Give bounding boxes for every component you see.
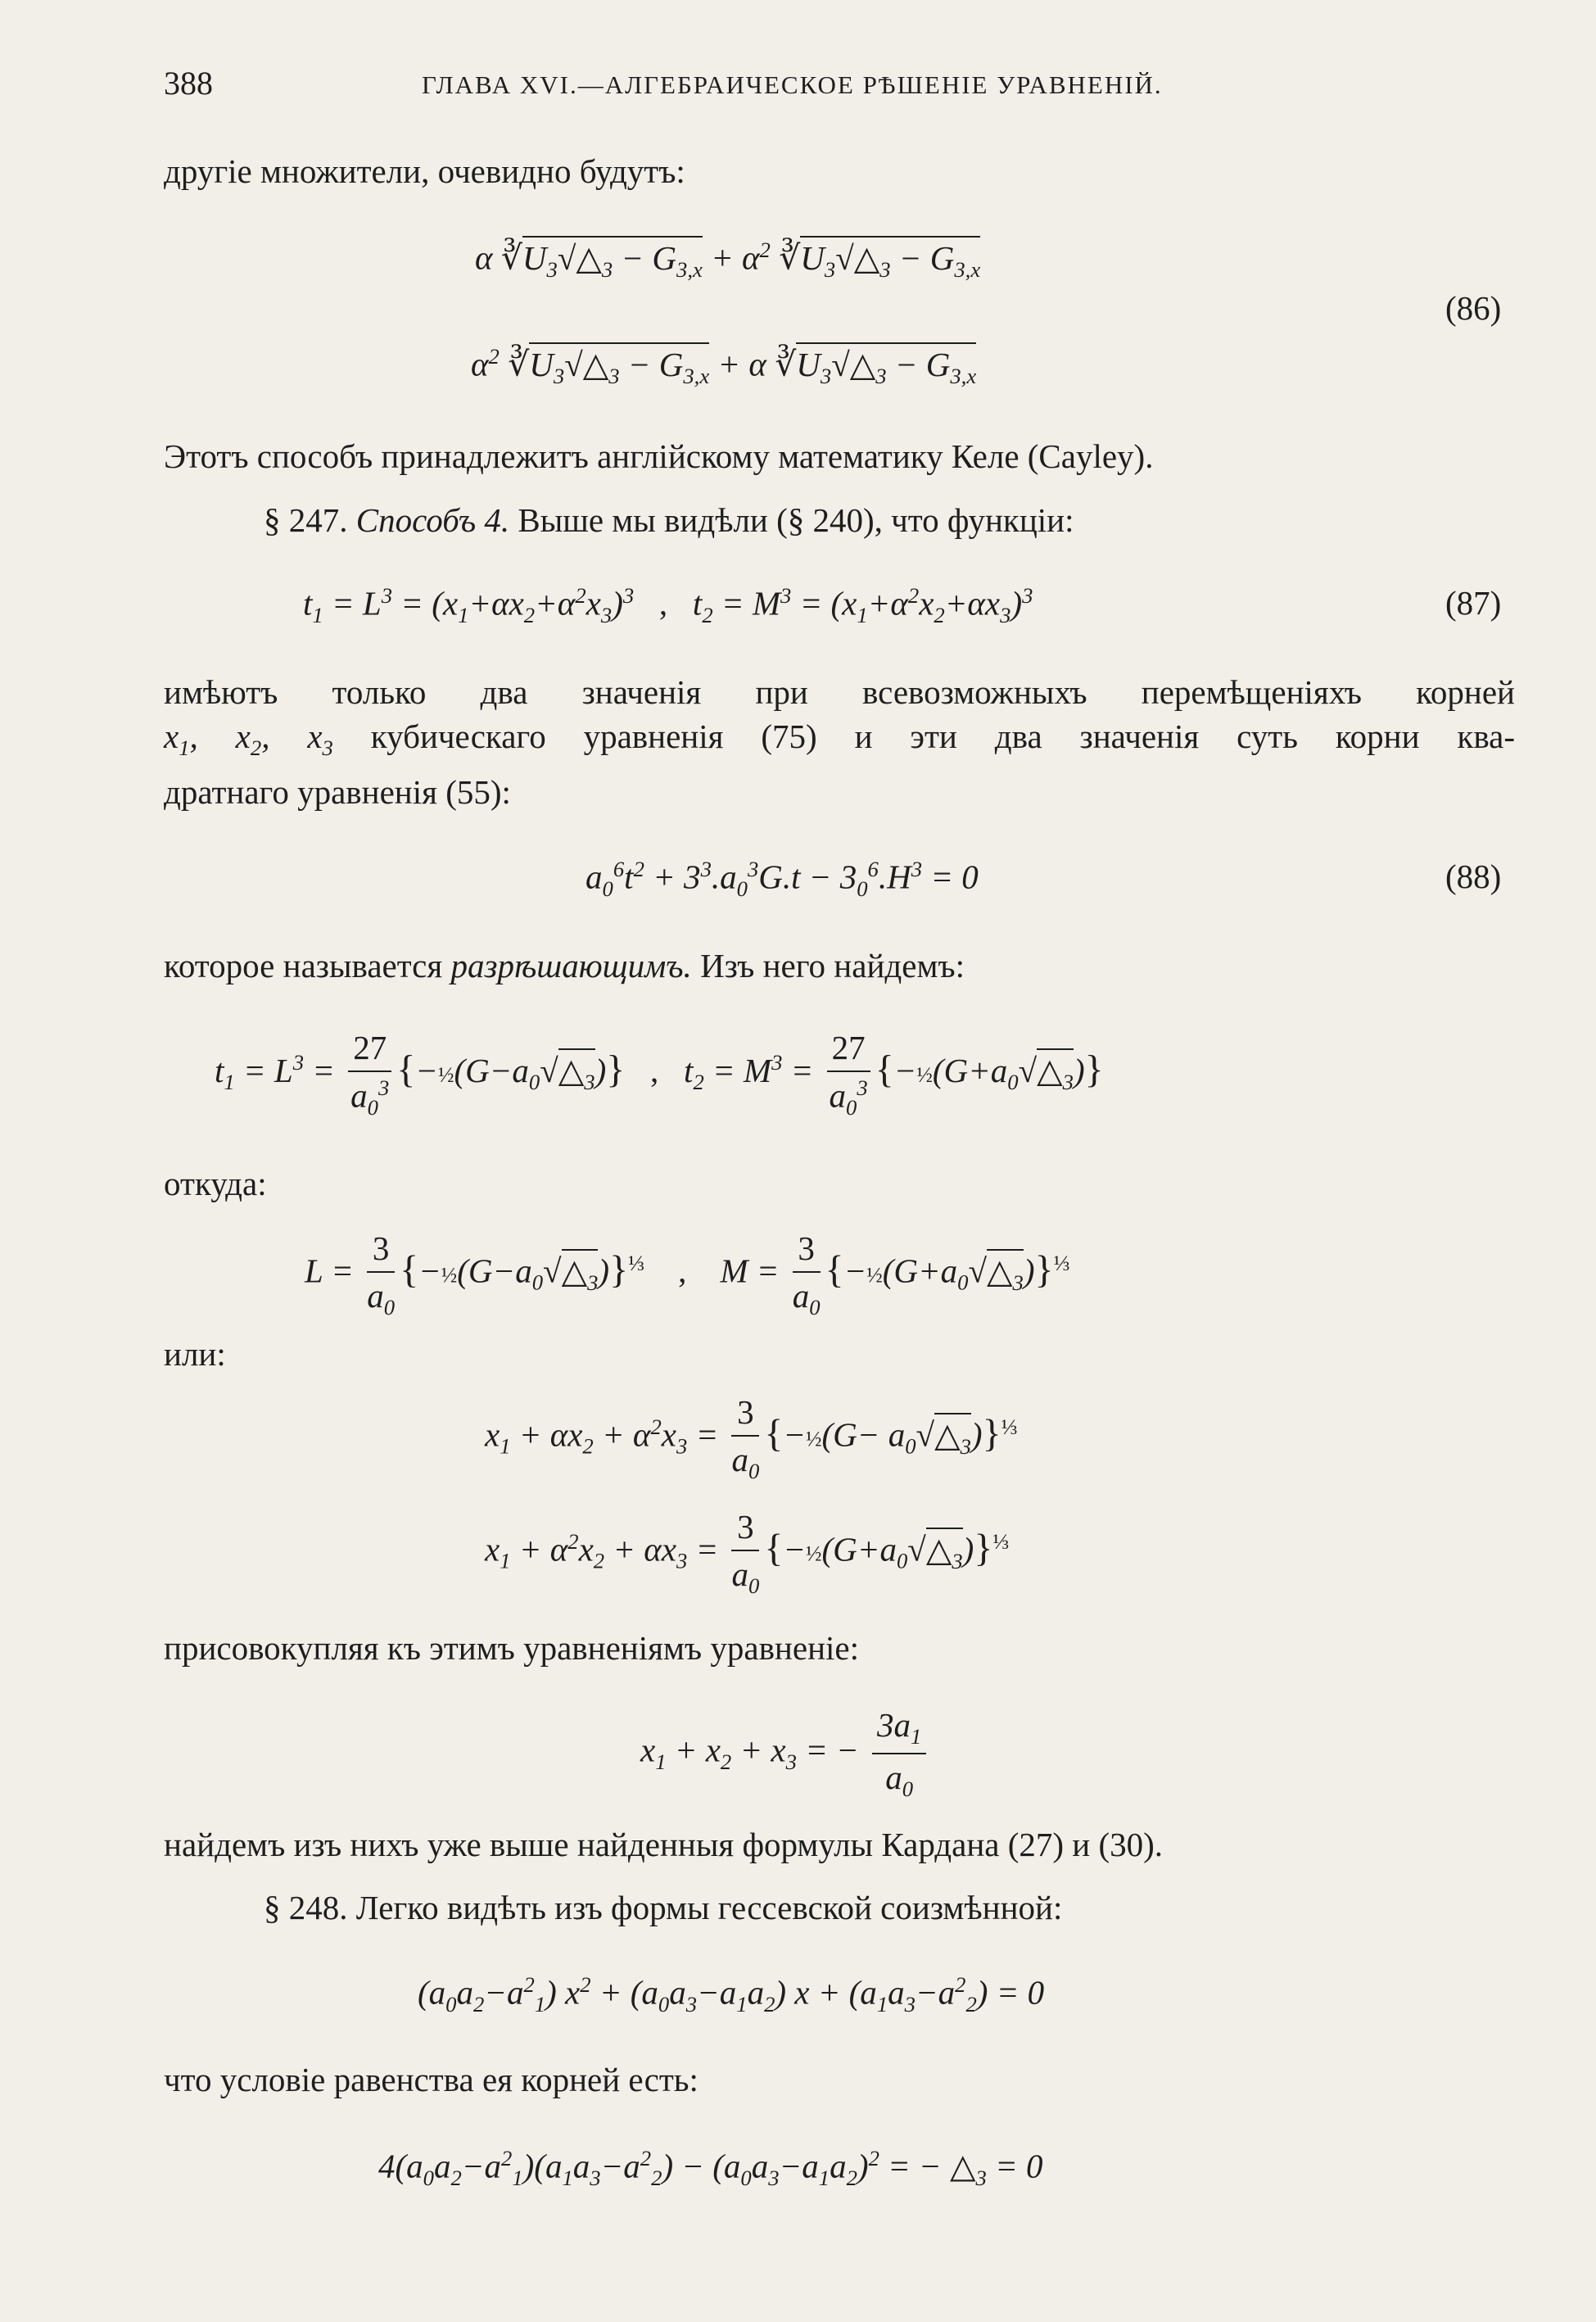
equation-number-88: (88) (1445, 858, 1502, 895)
paragraph-other-factors: другіе множители, очевидно будутъ: (164, 152, 685, 190)
equation-87: $t_1 = L^3 = (x_1+\alpha x_2+\alpha^2x_3)^3$ , $t_2 = M^3 = (x_1+\alpha^2x_2+\alpha x_3)^3$ (303, 583, 1033, 627)
paragraph-condition: что условіе равенства ея корней есть: (164, 2061, 699, 2098)
equation-number-86: (86) (1445, 289, 1502, 327)
paragraph-section-247 (264, 498, 1074, 542)
paragraph-whence: откуда: (164, 1165, 267, 1202)
paragraph-section-248 (264, 1885, 1062, 1930)
equation-t-solutions: $t_1 = L^3$ = $\frac{27}{a_0^3}$ $\{-\frac{1}{2}(G-a_0√\triangle_3)\}$ , $t_2 = M^3$ = $\frac{27}{a_0^3}$ $\{-\frac{1}{2}(G+a_0√\triangle_3)\}$ (215, 1029, 1104, 1120)
equation-hessian: $(a_0a_2-a^2_1) x^2 + (a_0a_3-a_1a_2) x + (a_1a_3-a^2_2) = 0$ (418, 1972, 1045, 2016)
paragraph-two-values-line2-text: кубическаго уравненія (75) и эти два значенія суть корни ква- (370, 717, 1516, 755)
equation-86-line2: $\alpha^2$ $∛U_3√\triangle_3 - G_{3,x} + \alpha$ $∛U_3√\triangle_3 - G_{3,x}$ (471, 344, 976, 389)
paragraph-cardano: найдемъ изъ нихъ уже выше найденныя формулы Кардана (27) и (30). (164, 1826, 1164, 1863)
paragraph-or: или: (164, 1335, 226, 1373)
paragraph-resolvent-term: разрѣшающимъ. (450, 947, 692, 984)
page-number: 388 (164, 65, 213, 102)
paragraph-resolvent (164, 944, 965, 988)
paragraph-resolvent-text: которое называется (164, 947, 443, 984)
equation-system-line1: $x_1 + \alpha x_2 + \alpha^2x_3$ = $\frac{3}{a_0}$ {−½(G− $a_0√\triangle_3)\}^{\frac{1}{3}}$ (485, 1393, 1018, 1484)
paragraph-two-values-line3: дратнаго уравненія (55): (164, 773, 511, 812)
equation-88: $a_0^6t^2 + 3^3.a_0^3G.t - 3_0^6.H^3 = 0$ (586, 857, 979, 901)
paragraph-resolvent-rest: Изъ него найдемъ: (700, 947, 965, 984)
paragraph-adjoining: присовокупляя къ этимъ уравненіямъ уравненіе: (164, 1629, 859, 1667)
section-247-number: § 247. (264, 501, 348, 539)
section-247-method: Способъ 4. (355, 501, 510, 539)
equation-discriminant: $4(a_0a_2-a^2_1)(a_1a_3-a^2_2) - (a_0a_3-a_1a_2)^2$ = − $\triangle_3 = 0$ (378, 2146, 1043, 2190)
paragraph-two-values-line1: имѣютъ только два значенія при всевозможныхъ перемѣщеніяхъ корней (164, 673, 1515, 711)
equation-sum-roots: $x_1 + x_2 + x_3$ = − $\frac{3a_1}{a_0}$ (640, 1705, 931, 1802)
equation-l-m: L = $\frac{3}{a_0}$ $\{-\frac{1}{2}(G-a_0√\triangle_3)\}^{\frac{1}{3}}$ , M = $\frac{3}{a_0}$ $\{-\frac{1}{2}(G+a_0√\triangle_3)\}^{\frac{1}{3}}$ (305, 1229, 1070, 1320)
chapter-title: ГЛАВА XVI.—АЛГЕБРАИЧЕСКОЕ РѢШЕНІЕ УРАВНЕНІЙ. (422, 70, 1163, 99)
paragraph-cayley: Этотъ способъ принадлежитъ англійскому математику Келе (Cayley). (164, 437, 1154, 475)
section-248-text: Легко видѣть изъ формы гессевской соизмѣнной: (355, 1889, 1063, 1926)
paragraph-two-values (164, 670, 1515, 814)
equation-system-line2: $x_1 + \alpha^2x_2 + \alpha x_3$ = $\frac{3}{a_0}$ $\{-\frac{1}{2}(G+a_0√\triangle_3)\}^{\frac{1}{3}}$ (485, 1508, 1010, 1599)
equation-86-line1: α $∛U_3√\triangle_3 - G_{3,x} + \alpha^2$ $∛U_3√\triangle_3 - G_{3,x}$ (475, 238, 980, 283)
section-248-number: § 248. (264, 1889, 348, 1926)
equation-number-87: (87) (1445, 584, 1502, 622)
section-247-text: Выше мы видѣли (§ 240), что функціи: (518, 501, 1074, 539)
paragraph-two-values-line2: $x_1$, $x_2$, $x_3$ кубическаго уравненія (75) и эти два значенія суть корни ква- (164, 717, 1516, 761)
